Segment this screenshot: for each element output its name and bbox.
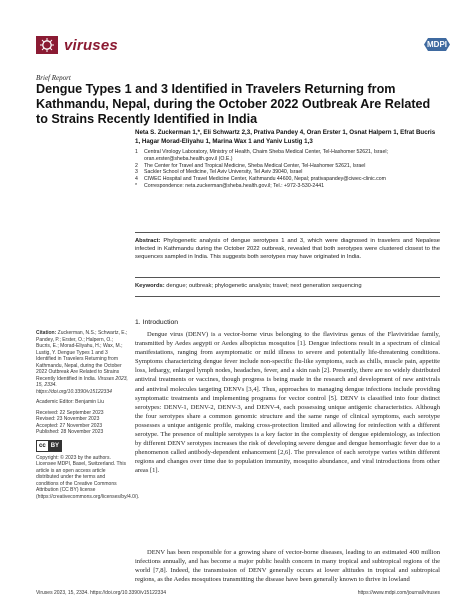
mdpi-logo-text: MDPI [427, 40, 447, 49]
divider [135, 232, 440, 233]
accepted-date: Accepted: 27 November 2023 [36, 422, 103, 429]
affiliation-item [135, 183, 440, 190]
affiliation-number: 4 [135, 176, 138, 183]
affiliation-text: Sackler School of Medicine, Tel Aviv University, Tel Aviv 39040, Israel [144, 169, 303, 176]
academic-editor: Academic Editor: Benjamin Liu [36, 399, 105, 405]
citation-label: Citation: [36, 330, 57, 336]
affiliation-item [135, 169, 440, 176]
affiliation-item [135, 149, 440, 163]
published-date: Published: 28 November 2023 [36, 429, 104, 435]
virus-icon [36, 36, 58, 54]
abstract-text: Phylogenetic analysis of dengue serotypes 1 and 3, which were diagnosed in travelers and Nepalese infected in Kathmandu during the October 2022 outbreak, revealed that both serotypes were clustered closest to the sequences sampled in India. This suggests both serotypes may have originated in India. [135, 238, 440, 260]
affiliation-text: Correspondence: neta.zuckerman@sheba.health.gov.il; Tel.: +972-3-530-2441 [144, 182, 324, 189]
cc-icon: cc [37, 441, 49, 451]
author-list: Neta S. Zuckerman 1,*, Eli Schwartz 2,3, Prativa Pandey 4, Oran Erster 1, Osnat Halpern 1, Efrat Bucris 1, Hagar Morad-Eliyahu 1, Marina Wax 1 and Yaniv Lustig 1,3 [135, 129, 436, 145]
by-icon: BY [50, 442, 60, 449]
divider [135, 296, 440, 297]
sidebar [36, 330, 140, 500]
footer-citation[interactable]: Viruses 2023, 15, 2334. https://doi.org/10.3390/v15122334 [36, 590, 167, 596]
journal-name: viruses [64, 36, 118, 54]
keywords [135, 283, 440, 291]
divider [135, 277, 440, 278]
mdpi-logo [424, 38, 450, 56]
copyright-notice: Copyright: © 2023 by the authors. Licensee MDPI, Basel, Switzerland. This article is an open access article distributed under the terms and conditions of the Creative Commons Attribution (CC BY) license (https://creativecommons.org/licenses/by/4.0/). [36, 454, 140, 500]
affiliation-text: Central Virology Laboratory, Ministry of Health, Chaim Sheba Medical Center, Tel-Hashomer 52621, Israel; oran.erster@sheba.health.gov.il (O.E.) [144, 149, 388, 162]
affiliation-number: 2 [135, 162, 138, 169]
cc-by-badge[interactable] [36, 440, 62, 452]
body-paragraph: DENV has been responsible for a growing share of vector-borne diseases, leading to an estimated 400 million infections annually, and has become a major public health concern in many tropical and subtropical regions of the world [7,8]. Indeed, the transmission of DENV generally occurs at lower altitudes in tropical and subtropical regions, as the Aedes mosquitoes transmitting the disease have been generally known to thrive in lowland [135, 549, 440, 584]
affiliation-number: * [135, 182, 138, 189]
abstract [135, 238, 440, 262]
received-date: Received: 22 September 2023 [36, 409, 104, 416]
revised-date: Revised: 23 November 2023 [36, 416, 100, 422]
affiliations [135, 149, 440, 190]
body-paragraph: Dengue virus (DENV) is a vector-borne virus belonging to the flavivirus genus of the Flaviviridae family, transmitted by Aedes aegypti or Aedes albopictus mosquitos [1]. Dengue infections result in a spectrum of clinical manifestations, ranging from asymptomatic or mild illness to severe and potentially life-threatening conditions. Symptoms characterizing dengue fever include non-specific flu-like symptoms, such as chills, muscle pain, appetite loss, lethargy, enlarged lymph nodes, headaches, fever, and a skin rash [2]. Presently, there are no widely distributed antiviral treatments or vaccines, though progress is being made in the research and development of new antivirals and antiviral molecules targeting DENVs [3,4]. Thus, approaches to managing dengue infections include providing symptomatic treatments and implementing programs for vector control [5]. DENV is classified into four distinct serotypes: DENV-1, DENV-2, DENV-3, and DENV-4, each possessing unique antigenic characteristics. Although the four serotypes share a common genomic structure and the same range of clinical symptoms, each serotype possesses a unique antigenic profile, making cross-protection limited and allowing for reinfection with a different serotype. The presence of multiple serotypes is a key factor in the complexity of dengue epidemiology, as infection by different DENV serotypes increases the risk of developing severe dengue and dengue hemorrhagic fever due to a phenomenon called antibody-dependent enhancement [2,6]. The prevalence of each serotype varies within different regions and changes over time due to population immunity, mosquito abundance, and viral introductions from other areas [1]. [135, 331, 440, 475]
footer-journal-link[interactable]: https://www.mdpi.com/journal/viruses [357, 590, 440, 596]
affiliation-number: 3 [135, 169, 138, 176]
journal-logo [36, 36, 118, 54]
affiliation-item [135, 176, 440, 183]
affiliation-number: 1 [135, 149, 138, 155]
affiliation-text: CIWEC Hospital and Travel Medicine Center, Kathmandu 44600, Nepal; prativapandey@ciwec-clinic.com [144, 176, 386, 183]
article-title: Dengue Types 1 and 3 Identified in Travelers Returning from Kathmandu, Nepal, during the October 2022 Outbreak Are Related to Strains Recently Identified in India [36, 82, 431, 126]
citation-block [36, 330, 128, 395]
affiliation-text: The Center for Travel and Tropical Medicine, Sheba Medical Center, Tel-Hashomer 52621, Israel [144, 162, 366, 169]
keywords-label: Keywords: [135, 283, 165, 289]
keywords-text: dengue; outbreak; phylogenetic analysis; travel; next generation sequencing [166, 283, 362, 289]
section-heading: 1. Introduction [135, 319, 179, 326]
affiliation-item [135, 163, 440, 170]
citation-journal[interactable]: Viruses 2023, 15, 2334. https://doi.org/10.3390/v15122334 [36, 375, 128, 395]
abstract-label: Abstract: [135, 238, 161, 244]
article-type: Brief Report [36, 74, 71, 82]
citation-text: Zuckerman, N.S.; Schwartz, E.; Pandey, P.; Erster, O.; Halpern, O.; Bucris, E.; Morad-Eliyahu, H.; Wax, M.; Lustig, Y. Dengue Types 1 and 3 Identified in Travelers Returning from Kathmandu, Nepal, during the October 2022 Outbreak Are Related to Strains Recently Identified in India. [36, 330, 128, 382]
